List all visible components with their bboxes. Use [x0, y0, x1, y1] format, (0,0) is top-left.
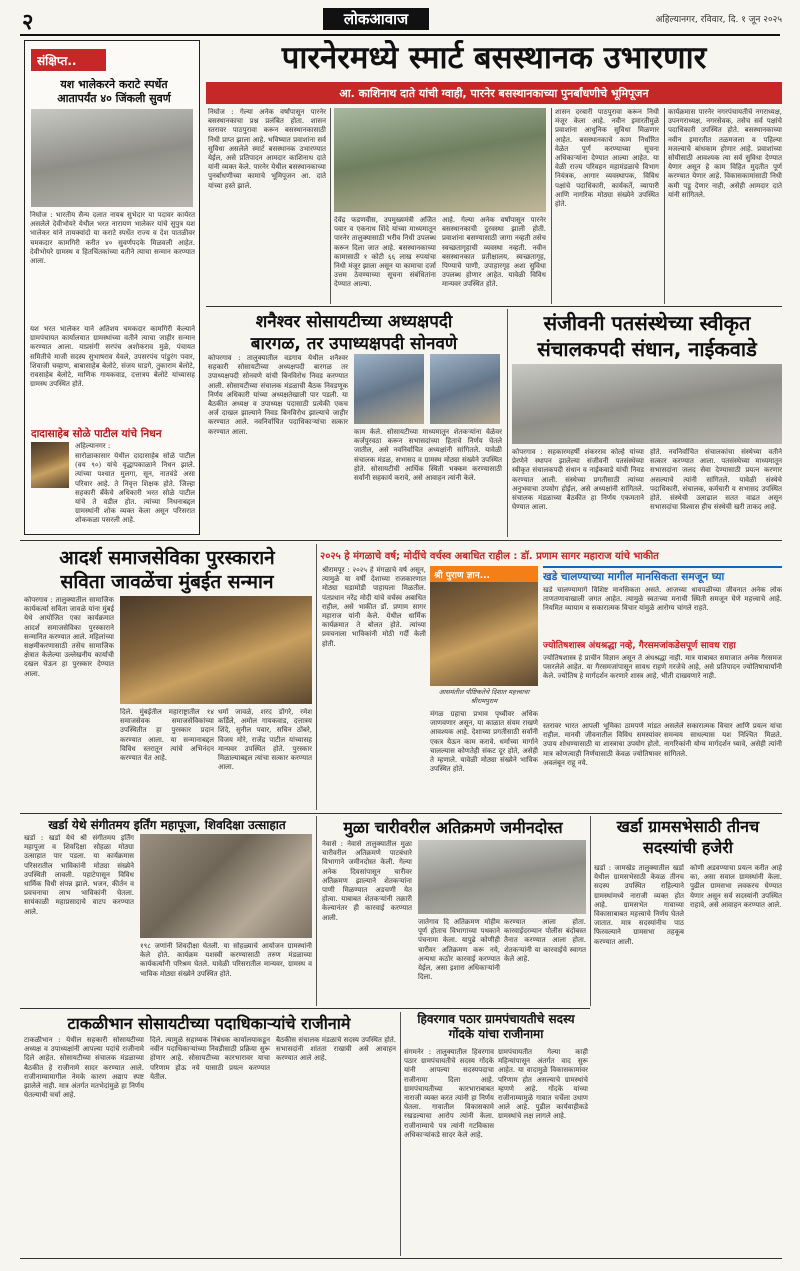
- aadarsh-body2: दिले. मुंबईतील महाराष्ट्रातील १४ समाजसेवक समाजसेविकांच्या उपस्थितीत हा पुरस्कार प्रदान करण्यात आला. या सन्मानाबद्दल विविध स्तरातून त्यांचे अभिनंदन करण्यात येत आहे.: [120, 708, 214, 763]
- lead-body-col2: देवेंद्र फडणवीस, उपमुख्यमंत्री अजित पवार व एकनाथ शिंदे यांच्या माध्यमातून पारनेर तालुक्यासाठी भरीव निधी उपलब्ध करून दिला जात आहे. बसस्थानकाच्या कामासाठी १ कोटी ६६ लाख रुपयांचा निधी मंजूर झाला असून या कामाचा दर्जा उत्तम ठेवण्याच्या सूचना संबंधितांना देण्यात आल्या.: [334, 216, 436, 289]
- takli-body: टाकळीभान : येथील सहकारी सोसायटीच्या अध्यक्ष व उपाध्यक्षांनी आपल्या पदांचे राजीनामे दिले आहेत. सोसायटीच्या संचालक मंडळाच्या बैठकीत हे राजीनामे सादर करण्यात आले. राजीनाम्यामागील नेमके कारण अद्याप स्पष्ट झालेले नाही. मात्र अंतर्गत मतभेदांमुळे हा निर्णय घेतल्याची चर्चा आहे.: [24, 1036, 144, 1100]
- lead-body-col4: शासन दरबारी पाठपुरावा करून निधी मंजूर केला आहे. नवीन इमारतीमुळे प्रवाशांना आधुनिक सुविधा मिळणार आहेत. बसस्थानकाचे काम निर्धारित वेळेत पूर्ण करण्याच्या सूचना अधिकाऱ्यांना देण्यात आल्या आहेत. या वेळी राज्य परिवहन महामंडळाचे विभाग नियंत्रक, आगार व्यवस्थापक, विविध पक्षांचे पदाधिकारी, कार्यकर्ते, व्यापारी आणि नागरिक मोठ्या संख्येने उपस्थित होते.: [555, 108, 659, 209]
- sanjivani-body2: होते. नवनिर्वाचित संचालकांचा संस्थेच्या वतीने सत्कार करण्यात आला. पतसंस्थेच्या माध्यमातून सभासदांना जलद सेवा देण्यासाठी प्रयत्न करणार असल्याचे त्यांनी सांगितले. यावेळी संस्थेचे पदाधिकारी, संचालक, कर्मचारी व सभासद उपस्थित होते. संस्थेची उलाढाल सतत वाढत असून सभासदांचा विश्वास हीच संस्थेची खरी ताकद आहे.: [650, 448, 782, 512]
- kharda-music-headline: खर्डा येथे संगीतमय इर्तिंग महापूजा, शिवदिक्षा उत्साहात: [48, 818, 286, 832]
- prediction-body: श्रीरामपूर : २०२५ हे मंगळाचे वर्ष असून, त्यामुळे या वर्षी देशाच्या राजकारणात मोठ्या घडामोडी पाहायला मिळतील. पंतप्रधान नरेंद्र मोदी यांचे वर्चस्व अबाधित राहील, असे भाकीत डॉ. प्रणाम सागर महाराज यांनी केले. येथील धार्मिक कार्यक्रमात ते बोलत होते. त्यांच्या प्रवचनाला भाविकांनी मोठी गर्दी केली होती.: [322, 566, 426, 648]
- mula-body3: करण्यात आला होता. कारवाईदरम्यान पोलीस बंदोबस्त तैनात करण्यात आला होता. शेतकऱ्यांनी या कारवाईचे स्वागत केले आहे.: [504, 918, 586, 963]
- takli-body2: दिले. त्यामुळे सहाय्यक निबंधक कार्यालयाकडून नवीन पदाधिकाऱ्यांच्या निवडीसाठी प्रक्रिया सुरू होणार आहे. सोसायटीच्या कारभारावर याचा परिणाम होऊ नये यासाठी प्रयत्न करण्यात येतील.: [150, 1036, 270, 1081]
- khade-box: [543, 566, 782, 634]
- jyotish-body: ज्योतिषशास्त्र हे प्राचीन विज्ञान असून ते अंधश्रद्धा नाही. मात्र याबाबत समाजात अनेक गैरसमज पसरलेले आहेत. या गैरसमजांपासून सावध राहणे गरजेचे आहे, असे प्रतिपादन ज्योतिषाचार्यांनी केले. ज्योतिष हे मार्गदर्शन करणारे शास्त्र आहे, भीती दाखवणारे नाही.: [543, 654, 782, 681]
- sankshipt-column: [24, 40, 200, 535]
- hivargaon-body: संगमनेर : तालुक्यातील हिवरगाव पठार ग्रामपंचायतीचे सदस्य गोंदके यांनी आपल्या सदस्यपदाचा राजीनामा दिला आहे. ग्रामपंचायतीच्या कारभाराबाबत नाराजी व्यक्त करत त्यांनी हा निर्णय घेतला. गावातील विकासकामे रखडल्याचा आरोप त्यांनी केला. राजीनाम्याचे पत्र त्यांनी गटविकास अधिकाऱ्यांकडे सादर केले आहे.: [404, 1048, 494, 1139]
- sankshipt-item1-body2: यश भरत भालेकर याने अतिशय चमकदार कामगिरी केल्याने ग्रामपंचायत कार्यालयात ग्रामस्थांच्या वतीने त्याचा जाहीर सन्मान करण्यात आला. याप्रसंगी सरपंच अशोकराव मुळे, पंचायत समितीचे माजी सदस्य सुभाषराव येवले, उपसरपंच पांडुरंग पवार, शिवाजी चव्हाण, बाबासाहेब बेलोटे, संजय घाडगे, तुकाराम बेलोटे, रावसाहेब बेलोटे, माणिक गायकवाड, दत्तात्रय बेलोटे यांच्यासह ग्रामस्थ उपस्थित होते.: [30, 325, 195, 389]
- prediction-body2: मंगळ ग्रहाचा प्रभाव पृथ्वीवर अधिक जाणवणार असून, या काळात संयम राखणे आवश्यक आहे. देशाच्या प्रगतीसाठी सर्वांनी एकत्र येऊन काम करावे. धर्माच्या मार्गाने चालल्यास कोणतेही संकट दूर होते, असेही ते म्हणाले. यावेळी मोठ्या संख्येने भाविक उपस्थित होते.: [430, 710, 538, 774]
- sanjivani-headline-1: संजीवनी पतसंस्थेच्या स्वीकृत: [543, 311, 751, 335]
- prediction-photo: [430, 566, 538, 686]
- lead-body-col3: आहे. गेल्या अनेक वर्षांपासून पारनेर बसस्थानकाची दुरवस्था झाली होती. प्रवाशांना बसण्यासाठी जागा नव्हती तसेच स्वच्छतागृहाची व्यवस्था नव्हती. नवीन बसस्थानकात प्रतीक्षालय, स्वच्छतागृह, पिण्याचे पाणी, उपाहारगृह अशा सुविधा उपलब्ध होणार आहेत. यावेळी विविध मान्यवर उपस्थित होते.: [442, 216, 546, 289]
- shaneshwar-photo-1: [354, 354, 424, 424]
- shaneshwar-photo-2: [430, 354, 500, 424]
- mula-body2: जातेगाव दि अतिक्रमण मोहीम पूर्ण होताच विभागाच्या पथकाने पंचनामा केला. यापुढे कोणीही चारीवर अतिक्रमण करू नये, अन्यथा कठोर कारवाई करण्यात येईल, असा इशारा अधिकाऱ्यांनी दिला.: [418, 918, 500, 982]
- lead-body-col1: निघोज : गेल्या अनेक वर्षांपासून पारनेर बसस्थानकाचा प्रश्न प्रलंबित होता. शासन स्तरावर पाठपुरावा करून बसस्थानकासाठी निधी प्राप्त झाला आहे. भविष्यात प्रवाशांना सर्व सुविधा असलेले स्मार्ट बसस्थानक उभारण्यात येईल, असे प्रतिपादन आमदार काशिनाथ दाते यांनी व्यक्त केले. पारनेर येथील बसस्थानकाच्या पुनर्बांधणीच्या कामाचे भूमिपूजन आ. दाते यांच्या हस्ते झाले.: [208, 108, 326, 190]
- aadarsh-headline-1: आदर्श समाजसेविका पुरस्काराने: [59, 547, 275, 569]
- lead-body-col5: कार्यक्रमास पारनेर नगरपंचायतीचे नगराध्यक्ष, उपनगराध्यक्ष, नगरसेवक, तसेच सर्व पक्षांचे पदाधिकारी उपस्थित होते. बसस्थानकाच्या नवीन इमारतीत तळमजला व पहिल्या मजल्याचे बांधकाम होणार आहे. प्रवाशांच्या सोयीसाठी आवश्यक त्या सर्व सुविधा देण्यात येणार असून हे काम विहित मुदतीत पूर्ण करण्यात येणार आहे. विकासकामांसाठी निधी कमी पडू देणार नाही, असेही आमदार दाते यांनी सांगितले.: [668, 108, 782, 199]
- hivargaon-headline: हिवरगाव पठार ग्रामपंचायतीचे सदस्य गोंदके यांचा राजीनामा: [417, 1012, 575, 1041]
- prediction-caption: आसमंतील पौष्टिकतेचे दिशात महत्त्वाचा श्रीरामपुराम: [438, 688, 530, 706]
- jyotish-headline: ज्योतिषशास्त्र अंधश्रद्धा नव्हे, गैरसमजांकडेसपूर्ण सावध राहा: [543, 641, 736, 651]
- sankshipt-item2-headline: दादासाहेब सोळे पाटील यांचे निधन: [31, 428, 162, 440]
- lead-subhead-bar: [206, 82, 782, 104]
- bhoomipujan-photo: [334, 108, 546, 212]
- lead-headline: पारनेरमध्ये स्मार्ट बसस्थानक उभारणार: [281, 40, 707, 76]
- shaneshwar-body2: काम केले. सोसायटीच्या माध्यमातून शेतकऱ्यांना वेळेवर कर्जपुरवठा करून सभासदांच्या हिताचे निर्णय घेतले जातील, असे नवनिर्वाचित अध्यक्षांनी सांगितले. यावेळी संचालक मंडळ, सभासद व ग्रामस्थ मोठ्या संख्येने उपस्थित होते. सोसायटीची आर्थिक स्थिती भक्कम करण्यासाठी सर्वांनी सहकार्य करावे, असे आवाहन त्यांनी केले.: [354, 428, 502, 483]
- sankshipt-tag: संक्षिप्त..: [31, 49, 106, 71]
- kharda-music-body: खर्डा : खर्डा येथे श्री संगीतमय इर्तिंग महापूजा व शिवदिक्षा सोहळा मोठ्या उत्साहात पार पडला. या कार्यक्रमास परिसरातील भाविकांनी मोठ्या संख्येने उपस्थिती लावली. पहाटेपासून विविध धार्मिक विधी संपन्न झाले. भजन, कीर्तन व प्रवचनाचा लाभ भाविकांनी घेतला. सायंकाळी महाप्रसादाचे वाटप करण्यात आले.: [24, 834, 134, 916]
- kharda-sabha-body: खर्डा : जामखेड तालुक्यातील खर्डा येथील ग्रामसभेसाठी केवळ तीनच सदस्य उपस्थित राहिल्याने ग्रामस्थांमध्ये नाराजी व्यक्त होत आहे. ग्रामसभेत गावाच्या विकासाबाबत महत्त्वाचे निर्णय घेतले जातात. मात्र सदस्यांनीच पाठ फिरवल्याने ग्रामसभा तहकूब करण्यात आली.: [594, 864, 684, 946]
- jyotish-body3: स्तरावर भारत आपली भूमिका ठामपणे मांडत राहील. मानवी जीवनातील विविध समस्यांवर उपाय शोधण्यासाठी या शास्त्राचा उपयोग होतो. मात्र कोणत्याही निर्णयासाठी केवळ ज्योतिषावर अवलंबून राहू नये.: [543, 722, 661, 767]
- page-header: [0, 0, 800, 34]
- sankshipt-item1-headline: यश भालेकरने कराटे स्पर्धेत आतापर्यंत ४० जिंकली सुवर्ण: [57, 78, 171, 105]
- shaneshwar-body: कोपरगाव : तालुक्यातील वडगाव येथील शनैश्वर सहकारी सोसायटीच्या अध्यक्षपदी बारगळ तर उपाध्यक्षपदी सोनवणे यांची बिनविरोध निवड करण्यात आली. सोसायटीच्या संचालक मंडळाची बैठक निवडणूक निर्णय अधिकारी यांच्या अध्यक्षतेखाली पार पडली. या बैठकीत अध्यक्ष व उपाध्यक्ष पदासाठी प्रत्येकी एकच अर्ज दाखल झाल्याने निवड बिनविरोध झाल्याचे जाहीर करण्यात आले. नवनिर्वाचित पदाधिकाऱ्यांचा सत्कार करण्यात आला.: [208, 354, 348, 436]
- prediction-photo-banner: श्री पुराण ज्ञान...: [434, 571, 490, 581]
- obituary-photo: [31, 442, 69, 488]
- hivargaon-body2: ग्रामपंचायतीत गेल्या काही महिन्यांपासून अंतर्गत वाद सुरू आहेत. या वादामुळे विकासकामांवर परिणाम होत असल्याचे ग्रामस्थांचे म्हणणे आहे. गोंदके यांच्या राजीनाम्यामुळे गावात चर्चेला उधाण आले आहे. पुढील कार्यवाहीकडे ग्रामस्थांचे लक्ष लागले आहे.: [498, 1048, 588, 1121]
- sanjivani-headline-2: संचालकपदी संधान, नाईकवाडे: [537, 337, 757, 361]
- aadarsh-body3: धर्मा जावळे, शरद डोंगरे, रमेश कर्डिले, अमोल गायकवाड, दत्तात्रय शिंदे, सुनील पवार, सचिन ठोंबरे, विजय मोरे, राजेंद्र पाटील यांच्यासह मान्यवर उपस्थित होते. पुरस्कार मिळाल्याबद्दल त्यांचा सत्कार करण्यात आला.: [218, 708, 312, 772]
- lead-subhead: आ. काशिनाथ दाते यांची ग्वाही, पारनेर बसस्थानकाच्या पुनर्बांधणीचे भूमिपूजन: [339, 87, 649, 100]
- kharda-sabha-headline: खर्डा ग्रामसभेसाठी तीनच सदस्यांची हजेरी: [616, 817, 760, 857]
- sankshipt-item1-body: निघोज : भारतीय सैन्य दलात नायब सुभेदार या पदावर कार्यरत असलेले देवीभोयरे येथील भरत नारायण भालेकर यांचे सुपुत्र यश भालेकर यांने तायक्वांदो या कराटे स्पर्धेत राज्य व देश पातळीवर चमकदार कामगिरी करीत ४० सुवर्णपदके मिळवली आहेत. देवीभोयरे ग्रामस्थ व हितचिंतकांच्या वतीने त्याचा सन्मान करण्यात आला.: [30, 211, 195, 266]
- kharda-music-photo: [140, 834, 312, 938]
- prediction-headline: २०२५ हे मंगळाचे वर्ष; मोदींचे वर्चस्व अबाधित राहील : डॉ. प्रणाम सागर महाराज यांचे भाकीत: [320, 551, 659, 562]
- kharda-music-body2: १९८ जणांनी शिवदीक्षा घेतली. या सोहळ्याचे आयोजन ग्रामस्थांनी केले होते. कार्यक्रम यशस्वी करण्यासाठी तरुण मंडळाच्या कार्यकर्त्यांनी परिश्रम घेतले. यावेळी परिसरातील मान्यवर, ग्रामस्थ व भाविक मोठ्या संख्येने उपस्थित होते.: [140, 942, 312, 978]
- mula-photo: [418, 840, 586, 914]
- aadarsh-headline-2: सविता जावळेंचा मुंबईत सन्मान: [60, 571, 274, 593]
- sanjivani-body: कोपरगाव : सहकारमहर्षी शंकरराव कोल्हे यांच्या प्रेरणेने स्थापन झालेल्या संजीवनी पतसंस्थेच्या स्वीकृत संचालकपदी संधान व नाईकवाडे यांची निवड करण्यात आली. संस्थेच्या प्रगतीसाठी त्यांच्या अनुभवाचा उपयोग होईल, असे अध्यक्षांनी सांगितले. संचालक मंडळाच्या बैठकीत हा निर्णय एकमताने घेण्यात आला.: [512, 448, 644, 512]
- takli-headline: टाकळीभान सोसायटीच्या पदाधिकाऱ्यांचे राजीनामे: [67, 1014, 351, 1033]
- khade-body: खडे चालण्यामागे विशिष्ट मानसिकता असते. आजच्या धावपळीच्या जीवनात अनेक लोक ताणतणावाखाली जगत आहेत. त्यामुळे स्वतःच्या मनाची स्थिती समजून घेणे महत्त्वाचे आहे. नियमित व्यायाम व सकारात्मक विचार यांमुळे आरोग्य चांगले राहते.: [543, 586, 782, 613]
- shaneshwar-headline-2: बारगळ, तर उपाध्यक्षपदी सोनवणे: [250, 334, 458, 354]
- masthead-logo: लोकआवाज: [323, 8, 429, 30]
- khade-headline: खडे चालण्याच्या मागील मानसिकता समजून घ्या: [543, 571, 725, 583]
- aadarsh-photo: [120, 596, 312, 704]
- kharda-sabha-body2: कोणी अडवण्याचा प्रयत्न करीत आहे का, असा सवाल ग्रामस्थांनी केला. पुढील ग्रामसभा लवकरच घेण्यात येणार असून सर्व सदस्यांनी उपस्थित राहावे, असे आवाहन करण्यात आले.: [690, 864, 782, 909]
- page-number: २: [22, 10, 34, 34]
- sanjivani-photo: [512, 364, 782, 444]
- mula-headline: मुळा चारीवरील अतिक्रमणे जमीनदोस्त: [343, 818, 563, 837]
- sankshipt-item2-body: सारोळाकासार येथील दादासाहेब सोळे पाटील (वय ९०) यांचे वृद्धापकाळाने निधन झाले. त्यांच्या पश्चात मुलगा, सून, नातवंडे असा परिवार आहे. ते निवृत्त शिक्षक होते. जिल्हा सहकारी बँकेचे अधिकारी भरत सोळे पाटील यांचे ते वडील होत. त्यांच्या निधनाबद्दल ग्रामस्थांनी शोक व्यक्त केला असून परिसरात शोककळा पसरली आहे.: [75, 452, 195, 525]
- dateline: अहिल्यानगर, रविवार, दि. १ जून २०२५: [655, 15, 782, 25]
- shaneshwar-headline-1: शनैश्वर सोसायटीच्या अध्यक्षपदी: [255, 312, 453, 332]
- sankshipt-item2-byline: अहिल्यानगर :: [75, 442, 111, 450]
- jyotish-body4: असलेले सकारात्मक विचार आणि प्रयत्न यांचा समन्वय साधल्यास यश निश्चित मिळते. नागरिकांनी योग्य मार्गदर्शन घ्यावे, असेही त्यांनी सांगितले.: [664, 722, 782, 758]
- takli-body3: बैठकीस संचालक मंडळाचे सदस्य उपस्थित होते. सभासदांनी शांतता राखावी असे आवाहन करण्यात आले आहे.: [276, 1036, 396, 1063]
- aadarsh-body: कोपरगाव : तालुक्यातील सामाजिक कार्यकर्त्या सविता जावळे यांना मुंबई येथे आयोजित एका कार्यक्रमात आदर्श समाजसेविका पुरस्काराने सन्मानित करण्यात आले. महिलांच्या सक्षमीकरणासाठी तसेच सामाजिक क्षेत्रात केलेल्या उल्लेखनीय कार्याची दखल घेऊन हा पुरस्कार देण्यात आला.: [24, 596, 114, 678]
- mula-body: नेवासे : नेवासे तालुक्यातील मुळा चारीवरील अतिक्रमणे पाटबंधारे विभागाने जमीनदोस्त केली. गेल्या अनेक दिवसांपासून चारीवर अतिक्रमण झाल्याने शेतकऱ्यांना पाणी मिळण्यात अडचणी येत होत्या. याबाबत शेतकऱ्यांनी तक्रारी केल्यानंतर ही कारवाई करण्यात आली.: [322, 840, 412, 922]
- karate-photo: [31, 109, 193, 207]
